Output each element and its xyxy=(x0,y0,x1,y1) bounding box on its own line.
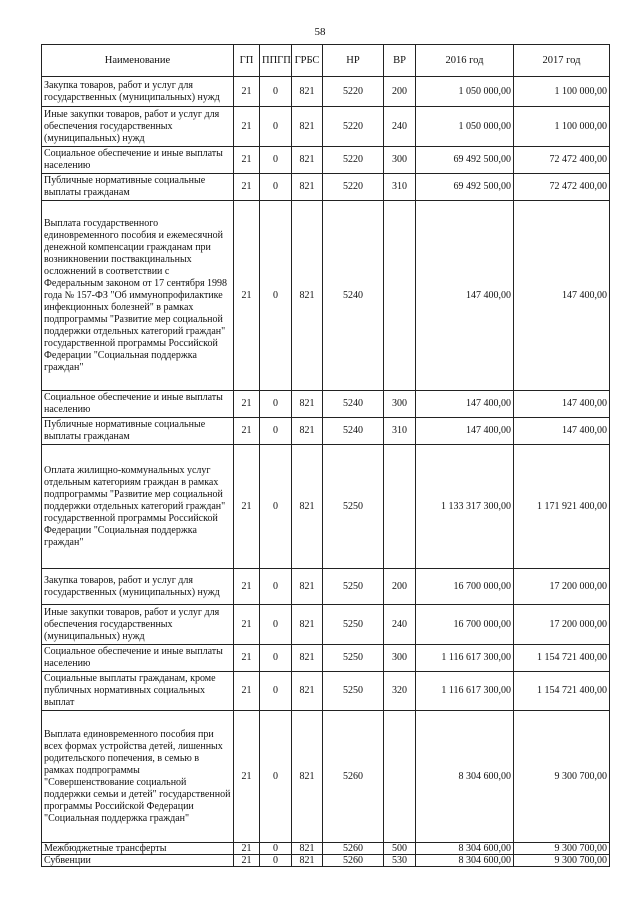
cell-ppgp: 0 xyxy=(260,147,292,174)
cell-name: Социальные выплаты гражданам, кроме публичных нормативных социальных выплат xyxy=(42,672,234,711)
cell-name: Межбюджетные трансферты xyxy=(42,843,234,855)
table-row xyxy=(42,711,610,843)
cell-nr: 5220 xyxy=(323,174,384,201)
cell-ppgp: 0 xyxy=(260,843,292,855)
table-row xyxy=(42,843,610,855)
cell-gp: 21 xyxy=(234,107,260,147)
table-row xyxy=(42,569,610,605)
cell-nr: 5220 xyxy=(323,77,384,107)
cell-name: Социальное обеспечение и иные выплаты населению xyxy=(42,147,234,174)
cell-grbs: 821 xyxy=(292,645,323,672)
cell-name: Социальное обеспечение и иные выплаты населению xyxy=(42,645,234,672)
cell-nr: 5250 xyxy=(323,605,384,645)
cell-nr: 5240 xyxy=(323,201,384,391)
cell-vr: 200 xyxy=(384,569,416,605)
cell-ppgp: 0 xyxy=(260,645,292,672)
cell-nr: 5220 xyxy=(323,147,384,174)
cell-grbs: 821 xyxy=(292,855,323,867)
header-name: Наименование xyxy=(42,45,234,77)
cell-2017: 72 472 400,00 xyxy=(514,147,610,174)
cell-2016: 147 400,00 xyxy=(416,391,514,418)
cell-gp: 21 xyxy=(234,174,260,201)
cell-vr xyxy=(384,445,416,569)
cell-gp: 21 xyxy=(234,855,260,867)
cell-2016: 1 050 000,00 xyxy=(416,107,514,147)
cell-gp: 21 xyxy=(234,147,260,174)
cell-2016: 1 116 617 300,00 xyxy=(416,672,514,711)
table-row xyxy=(42,174,610,201)
table-row xyxy=(42,201,610,391)
cell-gp: 21 xyxy=(234,711,260,843)
cell-vr xyxy=(384,201,416,391)
table-row xyxy=(42,855,610,867)
cell-grbs: 821 xyxy=(292,569,323,605)
cell-grbs: 821 xyxy=(292,174,323,201)
cell-grbs: 821 xyxy=(292,843,323,855)
header-row xyxy=(42,45,610,77)
cell-2017: 147 400,00 xyxy=(514,391,610,418)
cell-vr xyxy=(384,711,416,843)
cell-2017: 1 154 721 400,00 xyxy=(514,672,610,711)
cell-gp: 21 xyxy=(234,645,260,672)
cell-2016: 8 304 600,00 xyxy=(416,855,514,867)
cell-grbs: 821 xyxy=(292,711,323,843)
cell-ppgp: 0 xyxy=(260,201,292,391)
cell-2017: 147 400,00 xyxy=(514,418,610,445)
cell-2016: 16 700 000,00 xyxy=(416,569,514,605)
cell-name: Оплата жилищно-коммунальных услуг отдельным категориям граждан в рамках подпрограммы "Развитие мер социальной поддержки отдельных категорий граждан" государственной программы Российской Федерации "Социальная поддержка граждан" xyxy=(42,445,234,569)
cell-2016: 69 492 500,00 xyxy=(416,174,514,201)
cell-gp: 21 xyxy=(234,445,260,569)
budget-table xyxy=(41,44,610,867)
cell-name: Публичные нормативные социальные выплаты гражданам xyxy=(42,174,234,201)
cell-2016: 1 116 617 300,00 xyxy=(416,645,514,672)
cell-nr: 5240 xyxy=(323,418,384,445)
cell-gp: 21 xyxy=(234,843,260,855)
cell-vr: 300 xyxy=(384,147,416,174)
cell-2016: 16 700 000,00 xyxy=(416,605,514,645)
cell-nr: 5260 xyxy=(323,855,384,867)
table-row xyxy=(42,418,610,445)
cell-2017: 1 100 000,00 xyxy=(514,77,610,107)
cell-name: Субвенции xyxy=(42,855,234,867)
cell-2017: 1 154 721 400,00 xyxy=(514,645,610,672)
cell-grbs: 821 xyxy=(292,107,323,147)
cell-vr: 310 xyxy=(384,418,416,445)
cell-2016: 147 400,00 xyxy=(416,201,514,391)
cell-gp: 21 xyxy=(234,569,260,605)
table-row xyxy=(42,605,610,645)
cell-gp: 21 xyxy=(234,391,260,418)
cell-name: Закупка товаров, работ и услуг для государственных (муниципальных) нужд xyxy=(42,569,234,605)
cell-gp: 21 xyxy=(234,77,260,107)
cell-name: Закупка товаров, работ и услуг для государственных (муниципальных) нужд xyxy=(42,77,234,107)
cell-grbs: 821 xyxy=(292,201,323,391)
cell-vr: 200 xyxy=(384,77,416,107)
cell-2016: 69 492 500,00 xyxy=(416,147,514,174)
cell-2017: 72 472 400,00 xyxy=(514,174,610,201)
header-ppgp: ППГП xyxy=(260,45,292,77)
table-row xyxy=(42,672,610,711)
cell-name: Публичные нормативные социальные выплаты гражданам xyxy=(42,418,234,445)
cell-nr: 5260 xyxy=(323,843,384,855)
cell-vr: 300 xyxy=(384,391,416,418)
cell-name: Иные закупки товаров, работ и услуг для обеспечения государственных (муниципальных) нужд xyxy=(42,605,234,645)
cell-ppgp: 0 xyxy=(260,391,292,418)
cell-vr: 320 xyxy=(384,672,416,711)
cell-2017: 9 300 700,00 xyxy=(514,843,610,855)
header-vr: ВР xyxy=(384,45,416,77)
cell-ppgp: 0 xyxy=(260,569,292,605)
cell-2016: 1 133 317 300,00 xyxy=(416,445,514,569)
cell-vr: 530 xyxy=(384,855,416,867)
table-row xyxy=(42,645,610,672)
cell-nr: 5240 xyxy=(323,391,384,418)
cell-nr: 5250 xyxy=(323,445,384,569)
cell-2017: 9 300 700,00 xyxy=(514,855,610,867)
cell-2017: 1 100 000,00 xyxy=(514,107,610,147)
cell-grbs: 821 xyxy=(292,147,323,174)
table-row xyxy=(42,445,610,569)
cell-gp: 21 xyxy=(234,201,260,391)
cell-ppgp: 0 xyxy=(260,855,292,867)
cell-2016: 147 400,00 xyxy=(416,418,514,445)
cell-gp: 21 xyxy=(234,418,260,445)
cell-2016: 8 304 600,00 xyxy=(416,843,514,855)
header-grbs: ГРБС xyxy=(292,45,323,77)
cell-gp: 21 xyxy=(234,605,260,645)
cell-ppgp: 0 xyxy=(260,174,292,201)
header-2017: 2017 год xyxy=(514,45,610,77)
cell-ppgp: 0 xyxy=(260,77,292,107)
cell-grbs: 821 xyxy=(292,445,323,569)
page-number: 58 xyxy=(314,26,326,38)
cell-2017: 17 200 000,00 xyxy=(514,569,610,605)
cell-ppgp: 0 xyxy=(260,605,292,645)
cell-nr: 5250 xyxy=(323,645,384,672)
cell-nr: 5220 xyxy=(323,107,384,147)
header-nr: НР xyxy=(323,45,384,77)
cell-ppgp: 0 xyxy=(260,445,292,569)
cell-ppgp: 0 xyxy=(260,107,292,147)
cell-name: Выплата государственного единовременного пособия и ежемесячной денежной компенсации гражданам при возникновении поствакцинальных осложнений в соответствии с Федеральным законом от 17 сентября 1998 года № 157-ФЗ "Об иммунопрофилактике инфекционных болезней" в рамках подпрограммы "Развитие мер социальной поддержки отдельных категорий граждан" государственной программы Российской Федерации "Социальная поддержка граждан" xyxy=(42,201,234,391)
cell-ppgp: 0 xyxy=(260,418,292,445)
cell-nr: 5250 xyxy=(323,672,384,711)
cell-2016: 8 304 600,00 xyxy=(416,711,514,843)
cell-2017: 147 400,00 xyxy=(514,201,610,391)
table-row xyxy=(42,107,610,147)
cell-grbs: 821 xyxy=(292,418,323,445)
cell-grbs: 821 xyxy=(292,672,323,711)
cell-2017: 17 200 000,00 xyxy=(514,605,610,645)
cell-nr: 5250 xyxy=(323,569,384,605)
table-row xyxy=(42,147,610,174)
cell-ppgp: 0 xyxy=(260,672,292,711)
cell-name: Социальное обеспечение и иные выплаты населению xyxy=(42,391,234,418)
cell-vr: 300 xyxy=(384,645,416,672)
table-row xyxy=(42,77,610,107)
table-row xyxy=(42,391,610,418)
cell-2016: 1 050 000,00 xyxy=(416,77,514,107)
cell-grbs: 821 xyxy=(292,391,323,418)
cell-grbs: 821 xyxy=(292,77,323,107)
cell-2017: 1 171 921 400,00 xyxy=(514,445,610,569)
cell-ppgp: 0 xyxy=(260,711,292,843)
cell-nr: 5260 xyxy=(323,711,384,843)
cell-gp: 21 xyxy=(234,672,260,711)
cell-vr: 310 xyxy=(384,174,416,201)
cell-name: Выплата единовременного пособия при всех формах устройства детей, лишенных родительского попечения, в семью в рамках подпрограммы "Совершенствование социальной поддержки семьи и детей" государственной программы Российской Федерации "Социальная поддержка граждан" xyxy=(42,711,234,843)
cell-vr: 240 xyxy=(384,605,416,645)
cell-2017: 9 300 700,00 xyxy=(514,711,610,843)
header-gp: ГП xyxy=(234,45,260,77)
cell-vr: 240 xyxy=(384,107,416,147)
cell-name: Иные закупки товаров, работ и услуг для обеспечения государственных (муниципальных) нужд xyxy=(42,107,234,147)
cell-vr: 500 xyxy=(384,843,416,855)
header-2016: 2016 год xyxy=(416,45,514,77)
cell-grbs: 821 xyxy=(292,605,323,645)
